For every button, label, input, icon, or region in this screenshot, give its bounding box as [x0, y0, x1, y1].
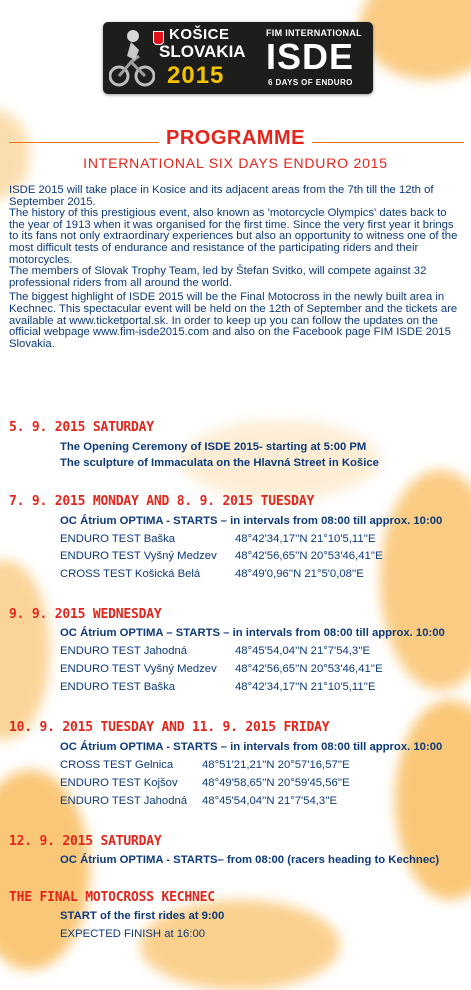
test-name: ENDURO TEST Vyšný Medzev — [60, 550, 217, 562]
background-splash — [380, 470, 471, 690]
logo-isde: ISDE — [266, 36, 355, 77]
section-heading: 9. 9. 2015 WEDNESDAY — [9, 607, 162, 622]
background-splash — [395, 700, 471, 900]
starts-line: OC Átrium OPTIMA – STARTS – in intervals from 08:00 till approx. 10:00 — [60, 627, 445, 639]
test-name: ENDURO TEST Jahodná — [60, 795, 188, 807]
kosice-slovakia-logo — [103, 22, 263, 94]
test-name: CROSS TEST Gelnica — [60, 759, 174, 771]
test-coords: 48°42'56,65''N 20°53'46,41''E — [235, 663, 383, 675]
test-coords: 48°49'58,65''N 20°59'45,56''E — [202, 777, 350, 789]
section-heading: THE FINAL MOTOCROSS KECHNEC — [9, 890, 215, 905]
test-coords: 48°42'34,17''N 21°10'5,11''E — [235, 533, 376, 545]
background-splash — [360, 0, 471, 80]
schedule-line: START of the first rides at 9:00 — [60, 910, 225, 922]
test-coords: 48°51'21,21''N 20°57'16,57''E — [202, 759, 350, 771]
intro-paragraph: The biggest highlight of ISDE 2015 will be the Final Motocross in the newly built area in Kechnec. This spectacular event will be held on the 12th of September and the tickets are available at www.ticketportal.sk. In order to keep up you can follow the updates on the official webpage www.fim-isde2015.com and also on the Facebook page FIM ISDE 2015 Slovakia. — [9, 291, 458, 350]
starts-line: OC Átrium OPTIMA - STARTS – in intervals from 08:00 till approx. 10:00 — [60, 515, 443, 527]
intro-paragraph: The members of Slovak Trophy Team, led by Štefan Svitko, will compete against 32 professional riders from all around the world. — [9, 265, 427, 289]
section-heading: 7. 9. 2015 MONDAY AND 8. 9. 2015 TUESDAY — [9, 494, 315, 509]
logo-kosice: KOŠICE — [169, 26, 230, 43]
schedule-line: EXPECTED FINISH at 16:00 — [60, 928, 206, 940]
logo-days: 6 DAYS OF ENDURO — [268, 78, 353, 87]
test-name: ENDURO TEST Vyšný Medzev — [60, 663, 217, 675]
section-heading: 10. 9. 2015 TUESDAY AND 11. 9. 2015 FRIDAY — [9, 720, 330, 735]
intro-text — [9, 185, 465, 350]
logo-slovakia: SLOVAKIA — [159, 42, 246, 61]
event-logo — [103, 22, 373, 94]
starts-line: OC Átrium OPTIMA - STARTS – in intervals from 08:00 till approx. 10:00 — [60, 741, 443, 753]
test-coords: 48°45'54,04''N 21°7'54,3''E — [235, 645, 371, 657]
section-heading: 12. 9. 2015 SATURDAY — [9, 834, 162, 849]
test-coords: 48°49'0,96''N 21°5'0,08''E — [235, 568, 364, 580]
schedule-line: The sculpture of Immaculata on the Hlavná Street in Košice — [60, 457, 379, 469]
test-name: ENDURO TEST Baška — [60, 533, 176, 545]
intro-paragraph: The history of this prestigious event, also known as 'motorcycle Olympics' dates back to the year of 1913 when it was organised for the first time. Since the very first year it brings to its fans not only extraordinary experiences but also an opportunity to witness one of the most difficult tests of endurance and resistance of the participating riders and their motorcycles. — [9, 207, 458, 266]
section-heading: 5. 9. 2015 SATURDAY — [9, 420, 154, 435]
test-coords: 48°45'54,04''N 21°7'54,3''E — [202, 795, 338, 807]
test-name: ENDURO TEST Jahodná — [60, 645, 188, 657]
page-title: PROGRAMME — [166, 127, 305, 149]
page-subtitle: INTERNATIONAL SIX DAYS ENDURO 2015 — [83, 155, 388, 171]
test-name: CROSS TEST Košická Belá — [60, 568, 201, 580]
logo-year: 2015 — [167, 62, 225, 89]
background-splash — [0, 560, 50, 740]
test-coords: 48°42'34,17''N 21°10'5,11''E — [235, 681, 376, 693]
test-name: ENDURO TEST Kojšov — [60, 777, 178, 789]
logo-fim: FIM INTERNATIONAL — [266, 28, 362, 38]
schedule-line: The Opening Ceremony of ISDE 2015- starting at 5:00 PM — [60, 441, 367, 453]
intro-paragraph: ISDE 2015 will take place in Kosice and its adjacent areas from the 7th till the 12th of September 2015. — [9, 184, 434, 208]
test-coords: 48°42'56,65''N 20°53'46,41''E — [235, 550, 383, 562]
motorcycle-rider-icon — [109, 26, 155, 88]
starts-line: OC Átrium OPTIMA - STARTS– from 08:00 (racers heading to Kechnec) — [60, 854, 440, 866]
test-name: ENDURO TEST Baška — [60, 681, 176, 693]
